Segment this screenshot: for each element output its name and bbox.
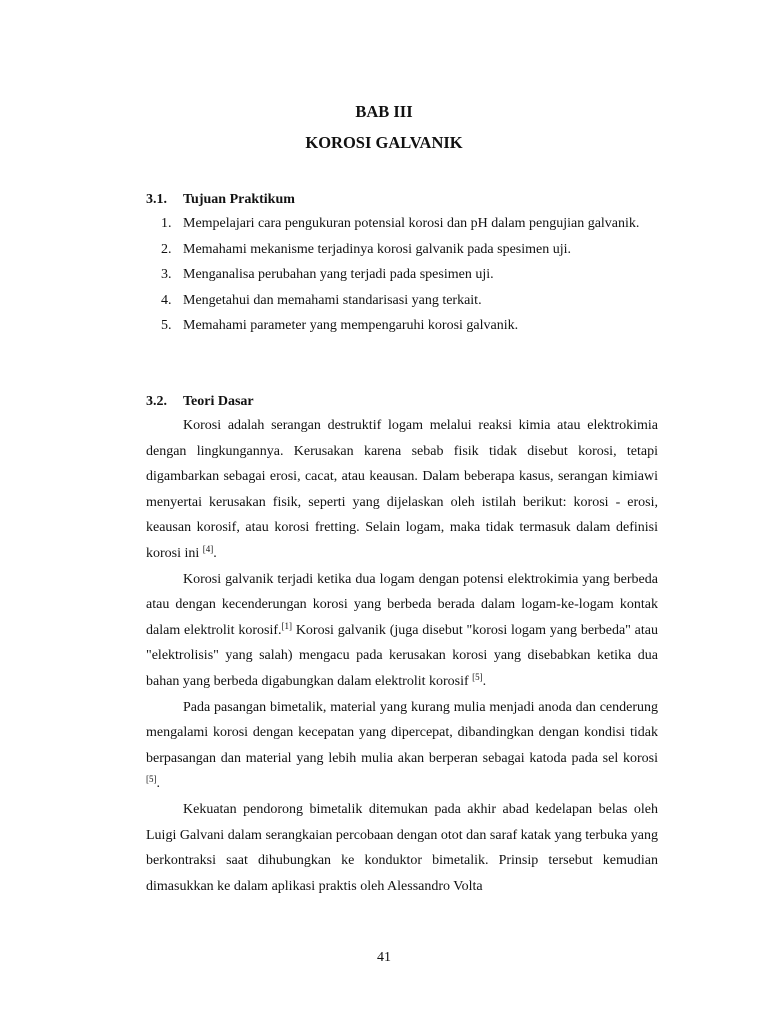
theory-body [146,413,658,899]
list-item [146,262,658,288]
paragraph: Pada pasangan bimetalik, material yang kurang mulia menjadi anoda dan cenderung mengalami korosi dengan kecepatan yang dipercepat, dibandingkan dengan kondisi tidak berpasangan dan material yang lebih mulia akan berperan sebagai katoda pada sel korosi [5]. [146,699,658,792]
section-heading-teori [146,394,254,410]
list-item-text: Menganalisa perubahan yang terjadi pada spesimen uji. [183,267,494,282]
list-item-text: Mengetahui dan memahami standarisasi yang terkait. [183,292,482,308]
objectives-list [146,211,658,339]
section-number: 3.2. [146,394,167,409]
list-item-number: 5. [161,318,172,333]
list-item-number: 4. [161,292,172,308]
paragraph: Korosi adalah serangan destruktif logam melalui reaksi kimia atau elektrokimia dengan lingkungannya. Kerusakan karena sebab fisik tidak disebut korosi, tetapi digambarkan sebagai erosi, cacat, atau keausan. Dalam beberapa kasus, serangan kimiawi menyertai kerusakan fisik, seperti yang dijelaskan oleh istilah berikut: korosi - erosi, keausan korosif, atau korosi fretting. Selain logam, maka tidak termasuk dalam definisi korosi ini [4]. [146,418,658,561]
list-item [146,313,658,339]
list-item [146,288,658,314]
citation: [1] [281,620,293,631]
citation: [5] [146,774,157,785]
list-item-text: Memahami parameter yang mempengaruhi korosi galvanik. [183,318,519,333]
list-item [146,211,658,237]
list-item-text: Memahami mekanisme terjadinya korosi galvanik pada spesimen uji. [183,241,572,257]
section-title: Teori Dasar [183,394,254,409]
chapter-number: BAB III [355,102,413,121]
citation: [4] [202,543,214,554]
chapter-title: KOROSI GALVANIK [305,133,463,152]
section-title: Tujuan Praktikum [183,192,295,207]
list-item-number: 2. [161,241,172,257]
list-item [146,237,658,263]
page-number: 41 [377,950,391,965]
section-number: 3.1. [146,192,167,207]
paragraph: Korosi galvanik terjadi ketika dua logam dengan potensi elektrokimia yang berbeda atau dengan kecenderungan korosi yang berbeda berada dalam logam-ke-logam kontak dalam elektrolit korosif.[1] Korosi galvanik (juga disebut "korosi logam yang berbeda" atau "elektrolisis" yang salah) mengacu pada kerusakan korosi yang disebabkan ketika dua bahan yang berbeda digabungkan dalam elektrolit korosif [5]. [146,571,658,689]
list-item-number: 3. [161,267,172,282]
list-item-number: 1. [161,216,172,231]
list-item-text: Mempelajari cara pengukuran potensial korosi dan pH dalam pengujian galvanik. [183,216,640,231]
paragraph: Kekuatan pendorong bimetalik ditemukan pada akhir abad kedelapan belas oleh Luigi Galvani dalam serangkaian percobaan dengan otot dan saraf katak yang terbuka yang berkontraksi saat dihubungkan ke konduktor bimetalik. Prinsip tersebut kemudian dimasukkan ke dalam aplikasi praktis oleh Alessandro Volta [146,801,658,894]
citation: [5] [472,671,483,682]
section-heading-tujuan [146,192,295,208]
